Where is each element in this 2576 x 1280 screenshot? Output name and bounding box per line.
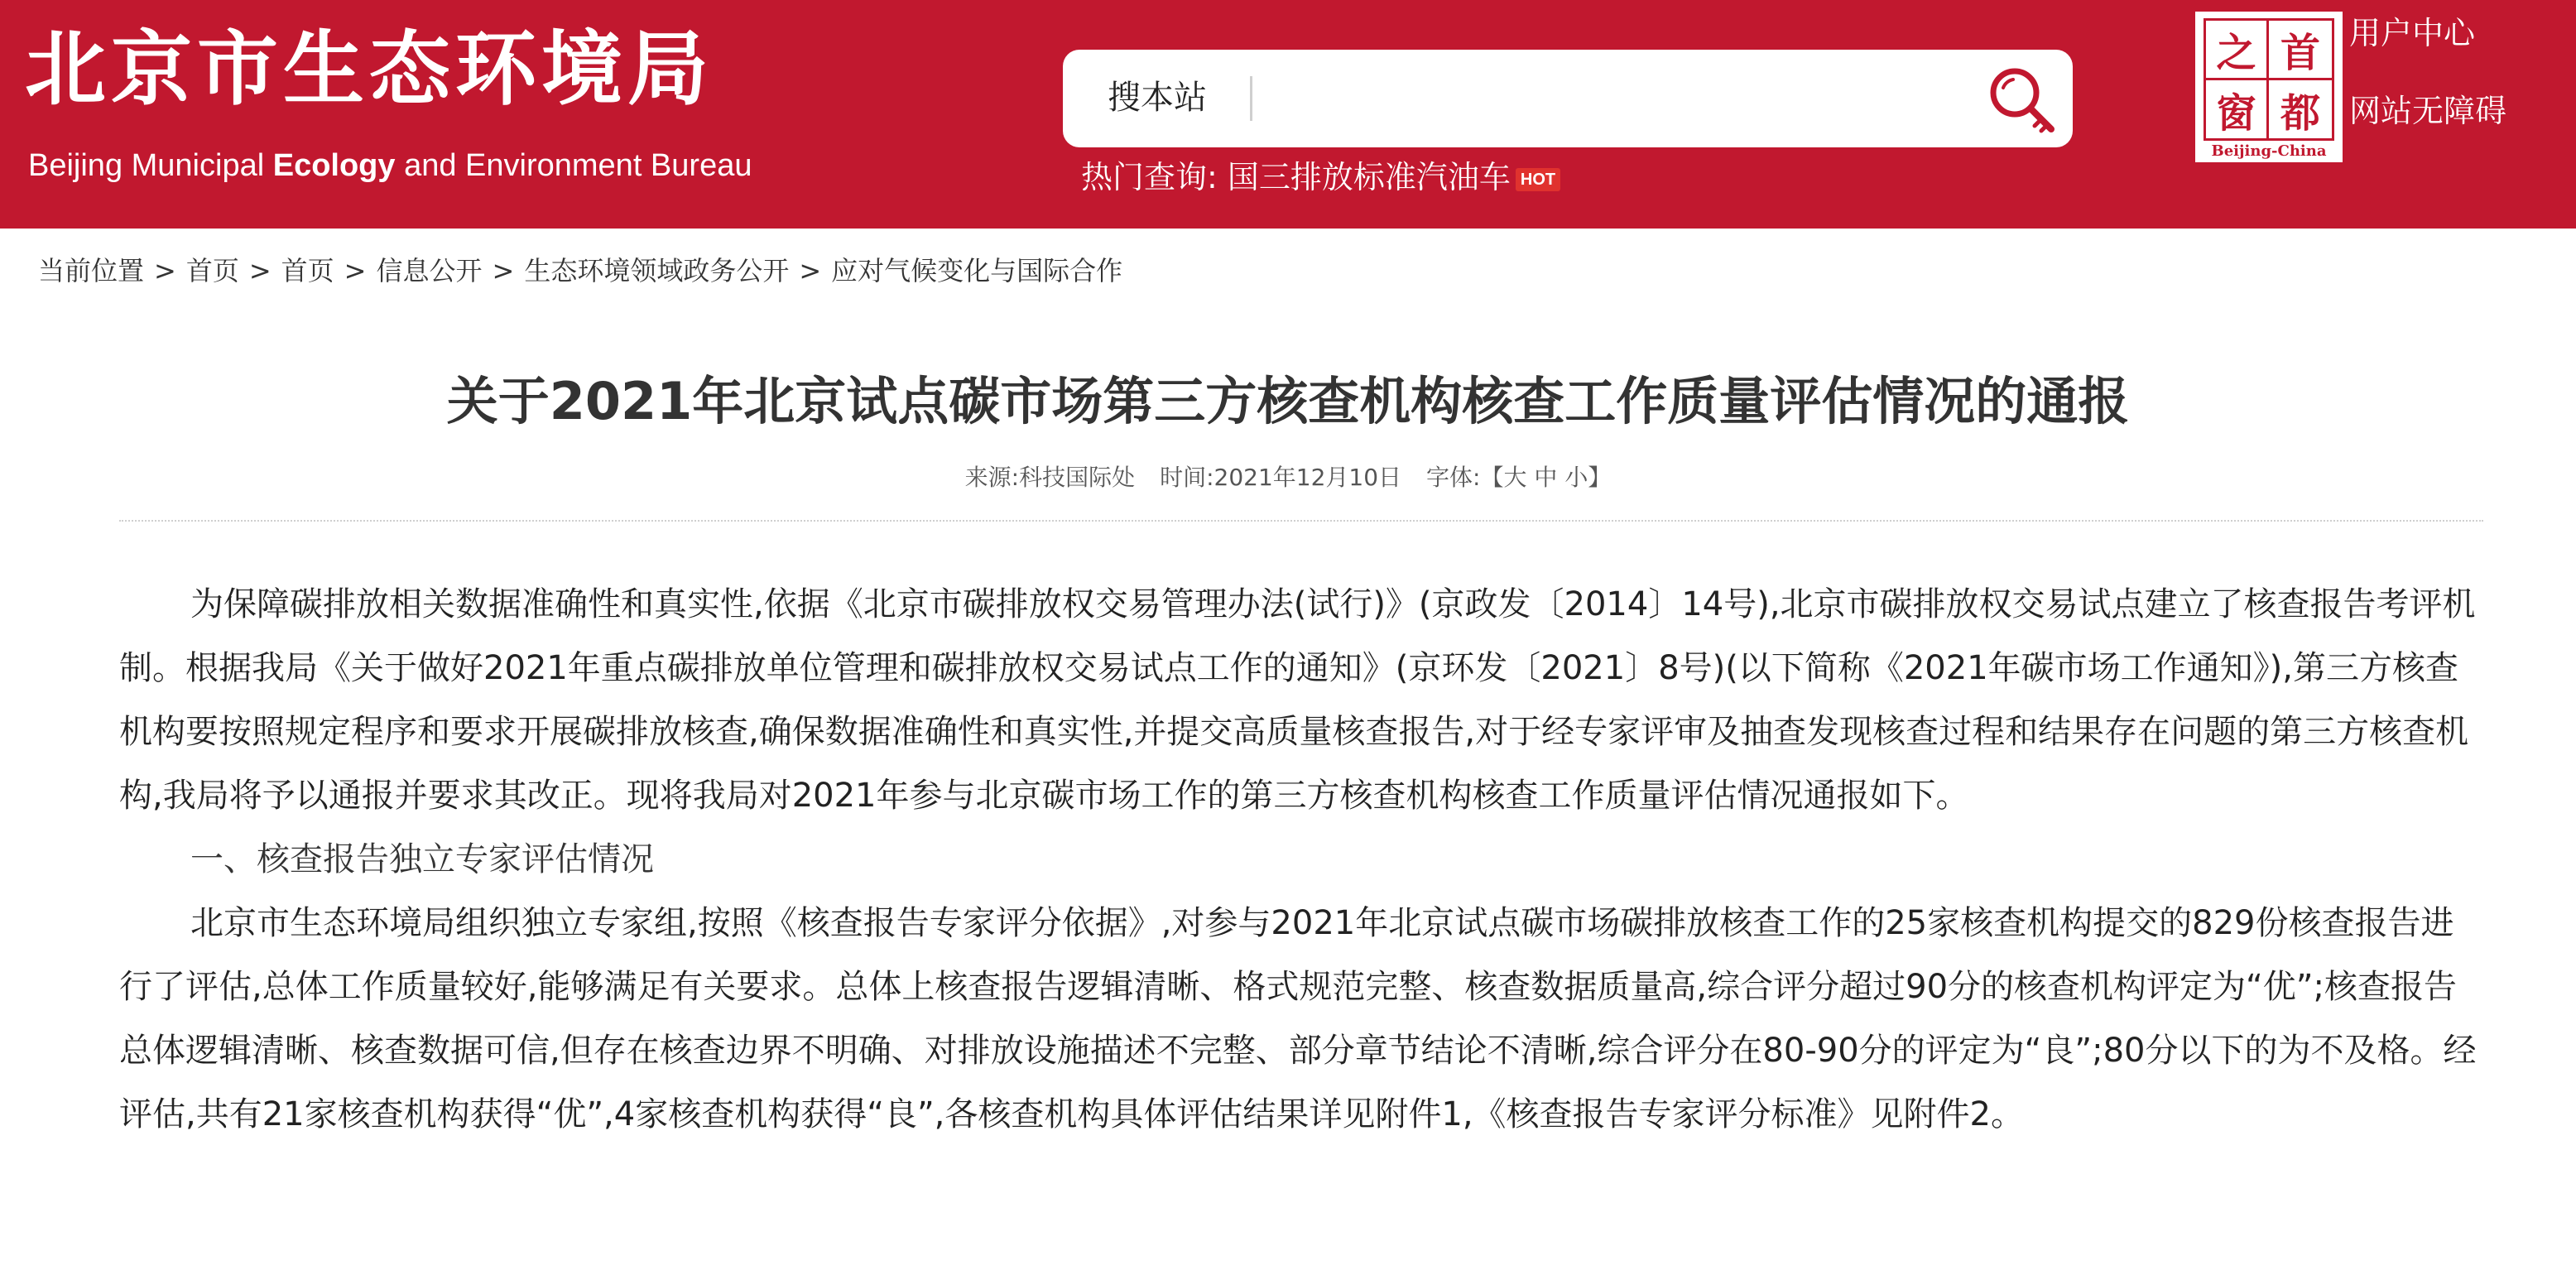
breadcrumb-item-info-disclosure[interactable]: 信息公开 bbox=[376, 255, 483, 286]
font-size-label: 字体: bbox=[1426, 464, 1481, 491]
article-paragraph: 北京市生态环境局组织独立专家组,按照《核查报告专家评分依据》,对参与2021年北京试点碳市场碳排放核查工作的25家核查机构提交的829份核查报告进行了评估,总体工作质量较好,能够满足有关要求。总体上核查报告逻辑清晰、格式规范完整、核查数据质量高,综合评分超过90分的核查机构评定为“优”;核查报告总体逻辑清晰、核查数据可信,但存在核查边界不明确、对排放设施描述不完整、部分章节结论不清晰,综合评分在80-90分的评定为“良”;80分以下的为不及格。经评估,共有21家核查机构获得“优”,4家核查机构获得“良”,各核查机构具体评估结果详见附件1,《核查报告专家评分标准》见附件2。 bbox=[119, 904, 2477, 1133]
font-size-medium-button[interactable]: 中 bbox=[1534, 464, 1558, 491]
breadcrumb-separator: > bbox=[799, 255, 822, 286]
article-date: 2021年12月10日 bbox=[1214, 464, 1402, 491]
article-meta bbox=[0, 464, 2576, 492]
font-size-bracket: 】 bbox=[1588, 464, 1612, 491]
search-scope-label[interactable]: 搜本站 bbox=[1108, 79, 1207, 117]
capital-char: 都 bbox=[2280, 89, 2320, 137]
search-divider bbox=[1250, 76, 1252, 121]
capital-window-logo[interactable] bbox=[2195, 12, 2343, 162]
search-box bbox=[1063, 50, 2073, 147]
hot-query-link[interactable]: 国三排放标准汽油车 bbox=[1227, 159, 1511, 195]
site-header bbox=[0, 0, 2576, 229]
breadcrumb-item-climate[interactable]: 应对气候变化与国际合作 bbox=[831, 255, 1123, 286]
breadcrumb-separator: > bbox=[492, 255, 515, 286]
search-icon[interactable] bbox=[1980, 58, 2063, 141]
hot-badge: HOT bbox=[1516, 168, 1560, 191]
breadcrumb-item-home-2[interactable]: 首页 bbox=[281, 255, 334, 286]
site-logo-title[interactable]: 北京市生态环境局 bbox=[25, 22, 714, 117]
site-logo-subtitle bbox=[28, 147, 752, 185]
article-paragraph: 为保障碳排放相关数据准确性和真实性,依据《北京市碳排放权交易管理办法(试行)》(京政发〔2014〕14号),北京市碳排放权交易试点建立了核查报告考评机制。根据我局《关于做好2021年重点碳排放单位管理和碳排放权交易试点工作的通知》(京环发〔2021〕8号)(以下简称《2021年碳市场工作通知》),第三方核查机构要按照规定程序和要求开展碳排放核查,确保数据准确性和真实性,并提交高质量核查报告,对于经专家评审及抽查发现核查过程和结果存在问题的第三方核查机构,我局将予以通报并要求其改正。现将我局对2021年参与北京碳市场工作的第三方核查机构核查工作质量评估情况通报如下。 bbox=[119, 585, 2476, 815]
breadcrumb-item-eco-affairs[interactable]: 生态环境领域政务公开 bbox=[524, 255, 790, 286]
accessibility-link[interactable]: 网站无障碍 bbox=[2349, 93, 2507, 129]
title-divider bbox=[119, 520, 2483, 522]
breadcrumb-separator: > bbox=[344, 255, 367, 286]
breadcrumb-label: 当前位置 bbox=[38, 255, 145, 286]
hot-queries-label: 热门查询: bbox=[1081, 159, 1218, 195]
capital-char: 之 bbox=[2206, 21, 2269, 80]
breadcrumb-item-home[interactable]: 首页 bbox=[185, 255, 239, 286]
hot-queries bbox=[1081, 159, 1560, 197]
logo-en-part-1: Beijing Municipal bbox=[28, 148, 273, 183]
font-size-large-button[interactable]: 大 bbox=[1503, 464, 1527, 491]
capital-char: 首 bbox=[2269, 21, 2332, 80]
capital-char: 窗 bbox=[2206, 80, 2269, 138]
capital-logo-caption: Beijing-China bbox=[2211, 142, 2327, 160]
section-heading: 一、核查报告独立专家评估情况 bbox=[190, 840, 654, 878]
search-input[interactable] bbox=[1270, 70, 1952, 129]
article-title: 关于2021年北京试点碳市场第三方核查机构核查工作质量评估情况的通报 bbox=[446, 371, 2130, 431]
logo-en-part-3: and Environment Bureau bbox=[395, 148, 752, 183]
user-center-link[interactable]: 用户中心 bbox=[2349, 15, 2476, 51]
logo-en-part-2: Ecology bbox=[272, 148, 396, 183]
breadcrumb-separator: > bbox=[154, 255, 176, 286]
article-body bbox=[119, 573, 2487, 1147]
source-label: 来源: bbox=[964, 464, 1020, 491]
article-source: 科技国际处 bbox=[1019, 464, 1136, 491]
breadcrumb bbox=[38, 255, 1122, 286]
time-label: 时间: bbox=[1160, 464, 1214, 491]
capital-logo-seal bbox=[2204, 18, 2334, 141]
font-size-small-button[interactable]: 小 bbox=[1564, 464, 1588, 491]
breadcrumb-separator: > bbox=[248, 255, 272, 286]
font-size-bracket: 【 bbox=[1480, 464, 1504, 491]
